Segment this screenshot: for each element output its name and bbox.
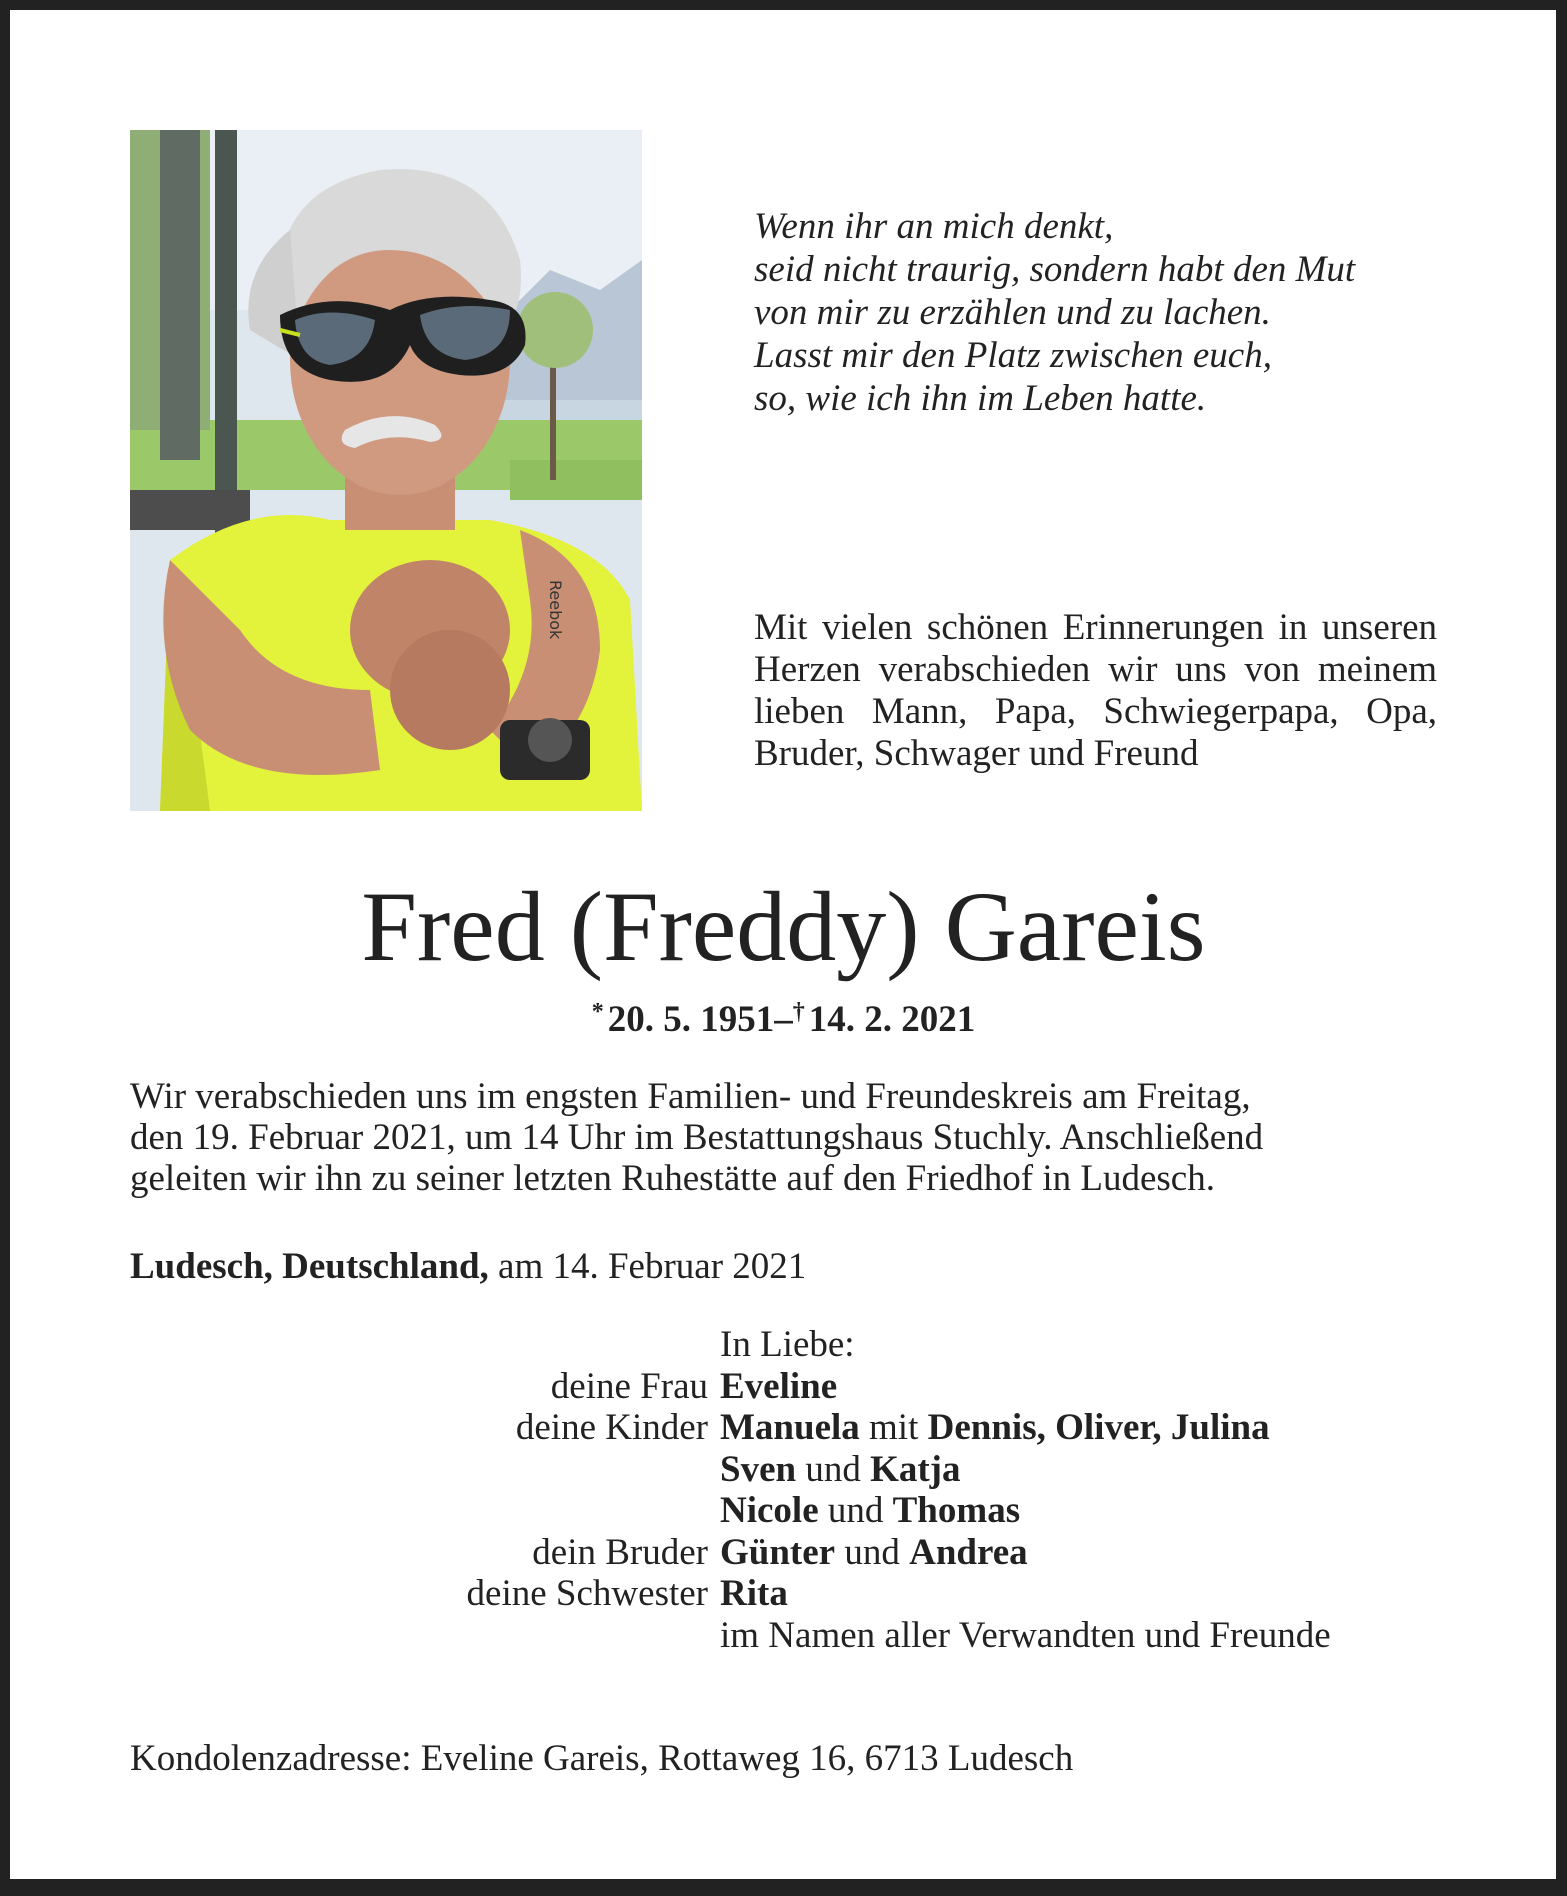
place-date: am 14. Februar 2021 (498, 1246, 807, 1287)
poem (754, 205, 1355, 420)
mourner-row (0, 1449, 1567, 1491)
mourner-name: Andrea (909, 1531, 1028, 1573)
death-date: 14. 2. 2021 (808, 999, 976, 1040)
mourner-rows (0, 1366, 1567, 1657)
mourner-name: Eveline (720, 1365, 838, 1407)
mourner-connector: und (818, 1490, 893, 1531)
mourner-connector: und (796, 1448, 871, 1490)
mourner-names (720, 1407, 1270, 1449)
mourner-row (0, 1532, 1567, 1574)
mourner-name: Günter (720, 1531, 836, 1573)
poem-line: Lasst mir den Platz zwischen euch, (754, 335, 1272, 376)
mourner-names (720, 1573, 788, 1615)
announcement-line: geleiten wir ihn zu seiner letzten Ruhestätte auf den Friedhof in Ludesch. (130, 1158, 1215, 1199)
mourner-row (0, 1490, 1567, 1532)
mourner-name: Rita (720, 1573, 788, 1614)
mourners-list (0, 1324, 1567, 1656)
mourner-name: Dennis, Oliver, Julina (927, 1407, 1270, 1448)
mourner-relation: deine Kinder (515, 1407, 708, 1448)
mourner-row (0, 1366, 1567, 1408)
portrait-photo (130, 130, 642, 811)
mourner-name: Manuela (720, 1407, 860, 1448)
mourner-names (720, 1532, 1028, 1574)
condolence-address: Kondolenzadresse: Eveline Gareis, Rottaweg 16, 6713 Ludesch (130, 1738, 1074, 1779)
poem-line: seid nicht traurig, sondern habt den Mut (754, 249, 1356, 290)
mourner-names (720, 1449, 961, 1491)
death-symbol: † (792, 999, 805, 1025)
mourner-relation: deine Schwester (466, 1573, 708, 1614)
poem-line: so, wie ich ihn im Leben hatte. (754, 378, 1207, 419)
mourner-names (720, 1366, 837, 1408)
mourners-heading: In Liebe: (720, 1324, 855, 1365)
mourner-connector: und (835, 1531, 910, 1573)
mourner-connector: mit (859, 1407, 928, 1448)
birth-date: 20. 5. 1951 (607, 999, 775, 1040)
birth-symbol: * (591, 999, 604, 1025)
mourner-name: Nicole (720, 1490, 819, 1531)
announcement-line: Wir verabschieden uns im engsten Familien- und Freundeskreis am Freitag, (130, 1076, 1251, 1117)
mourners-heading-row (0, 1324, 1567, 1366)
svg-text:Reebok: Reebok (546, 580, 565, 640)
mourner-relation: deine Frau (550, 1365, 708, 1407)
poem-line: von mir zu erzählen und zu lachen. (754, 292, 1271, 333)
announcement-line: den 19. Februar 2021, um 14 Uhr im Bestattungshaus Stuchly. Anschließend (130, 1117, 1264, 1158)
date-separator: – (774, 999, 793, 1040)
farewell-intro: Mit vielen schönen Erinnerungen in unseren Herzen verabschieden wir uns von meinem lieben Mann, Papa, Schwiegerpapa, Opa, Bruder, Schwager und Freund (754, 607, 1437, 774)
deceased-name: Fred (Freddy) Gareis (361, 871, 1206, 982)
mourner-connector: im Namen aller Verwandten und Freunde (720, 1614, 1331, 1656)
mourner-row (0, 1615, 1567, 1657)
place-location: Ludesch, Deutschland, (130, 1246, 489, 1287)
place-and-date (130, 1245, 806, 1289)
funeral-announcement (130, 1076, 1440, 1199)
mourner-relation: dein Bruder (532, 1531, 708, 1573)
mourner-row (0, 1573, 1567, 1615)
mourner-row (0, 1407, 1567, 1449)
mourner-names (720, 1490, 1020, 1532)
mourner-name: Thomas (892, 1490, 1021, 1531)
life-dates (0, 990, 1567, 1042)
poem-line: Wenn ihr an mich denkt, (754, 206, 1114, 247)
mourner-name: Katja (870, 1448, 961, 1490)
mourner-names (720, 1615, 1331, 1657)
mourner-name: Sven (720, 1448, 797, 1490)
